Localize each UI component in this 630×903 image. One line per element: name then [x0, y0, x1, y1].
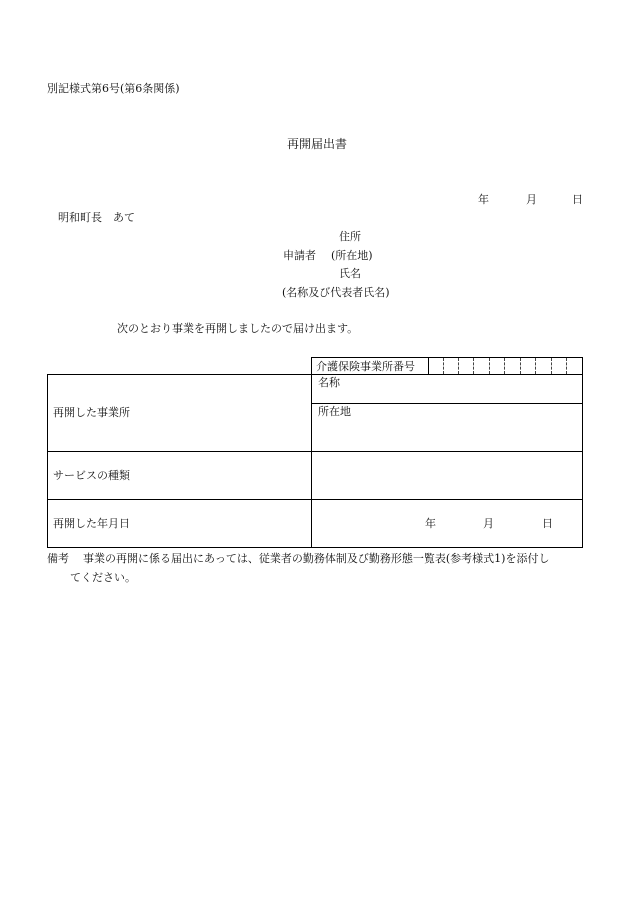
office-name-field[interactable]: [312, 390, 580, 402]
provider-number-input[interactable]: [430, 359, 580, 373]
addressee: 明和町長 あて: [58, 211, 135, 224]
page-title: 再開届出書: [287, 137, 348, 151]
reopen-year-label: 年: [425, 517, 436, 530]
applicant-name-sub: (名称及び代表者氏名): [282, 286, 390, 299]
applicant-name-label: 氏名: [339, 267, 361, 280]
date-day-label: 日: [572, 193, 583, 206]
applicant-address-label: 住所: [339, 230, 361, 243]
provider-number-label: 介護保険事業所番号: [316, 360, 415, 373]
reopen-day-label: 日: [542, 517, 553, 530]
applicant-label: 申請者: [283, 249, 316, 262]
statement: 次のとおり事業を再開しましたので届け出ます。: [117, 322, 359, 335]
note-line-2: てください。: [70, 571, 136, 584]
reopen-month-label: 月: [483, 517, 494, 530]
service-type-field[interactable]: [312, 452, 580, 498]
office-location-field[interactable]: [312, 420, 580, 450]
date-month-label: 月: [526, 193, 537, 206]
date-year-label: 年: [478, 193, 489, 206]
reopen-date-label: 再開した年月日: [53, 517, 130, 530]
service-type-label: サービスの種類: [53, 469, 130, 482]
office-name-label: 名称: [318, 376, 340, 389]
note-label: 備考: [47, 552, 69, 565]
office-label: 再開した事業所: [53, 406, 130, 419]
note-line-1: 事業の再開に係る届出にあっては、従業者の勤務体制及び勤務形態一覧表(参考様式1)を添付し: [83, 552, 550, 565]
office-location-label: 所在地: [318, 405, 351, 418]
applicant-address-sub: (所在地): [331, 249, 373, 262]
form-reference: 別記様式第6号(第6条関係): [47, 82, 180, 95]
